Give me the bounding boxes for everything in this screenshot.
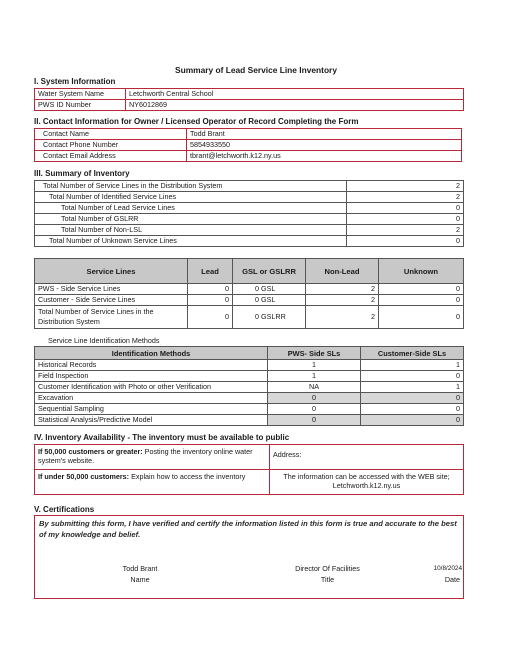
sl-unknown: 0 [379,284,464,295]
method-pws: NA [268,382,361,393]
col-header: Service Lines [35,259,188,284]
sl-lead: 0 [188,284,233,295]
table-row [35,181,464,192]
method-cust: 0 [361,415,464,426]
value-contact-email: tbrant@letchworth.k12.ny.us [187,151,462,162]
contact-table [34,128,462,162]
section-summary-heading: III. Summary of Inventory [34,169,130,178]
inv-value: 2 [347,181,464,192]
identification-caption: Service Line Identification Methods [48,336,160,345]
sl-lead: 0 [188,295,233,306]
inv-label: Total Number of Non-LSL [35,225,347,236]
inv-label: Total Number of GSLRR [35,214,347,225]
table-row [35,192,464,203]
page-title: Summary of Lead Service Line Inventory [175,65,337,75]
inv-label: Total Number of Unknown Service Lines [35,236,347,247]
name-label: Name [130,575,150,584]
inv-value: 2 [347,225,464,236]
signer-name: Todd Brant [122,564,158,573]
col-header: Non-Lead [306,259,379,284]
method-label: Customer Identification with Photo or other Verification [35,382,268,393]
table-row [35,371,464,382]
table-header-row [35,347,464,360]
sl-unknown: 0 [379,306,464,329]
date-label: Date [444,575,460,584]
system-info-table [34,88,464,111]
over-50000-text: Posting the inventory online water system's website. [38,447,253,465]
sl-gsl: 0 GSL [233,295,306,306]
label-pws-id: PWS ID Number [35,100,126,111]
method-label: Excavation [35,393,268,404]
address-label: Address: [270,445,464,470]
method-cust: 1 [361,360,464,371]
under-50000-label: If under 50,000 customers: [38,472,130,481]
value-water-system-name: Letchworth Central School [126,89,464,100]
sl-nonlead: 2 [306,295,379,306]
col-header: Identification Methods [35,347,268,360]
inv-value: 0 [347,203,464,214]
col-header: Lead [188,259,233,284]
method-pws: 1 [268,360,361,371]
sl-unknown: 0 [379,295,464,306]
service-lines-table [34,258,464,329]
certification-statement: By submitting this form, I have verified and certify the information listed in this form is true and accurate to the best of my knowledge and belief. [39,519,457,539]
sl-label: Total Number of Service Lines in the Distribution System [35,306,188,329]
sl-label: Customer - Side Service Lines [35,295,188,306]
table-row [35,360,464,371]
table-row [35,140,462,151]
section-certification-heading: V. Certifications [34,505,95,514]
inv-label: Total Number of Lead Service Lines [35,203,347,214]
table-row [35,470,464,495]
table-row [35,100,464,111]
method-pws: 0 [268,393,361,404]
table-row [35,393,464,404]
label-contact-email: Contact Email Address [35,151,187,162]
col-header: Unknown [379,259,464,284]
value-contact-phone: 5854933550 [187,140,462,151]
table-row [35,203,464,214]
method-label: Historical Records [35,360,268,371]
inv-label: Total Number of Identified Service Lines [35,192,347,203]
col-header: Customer-Side SLs [361,347,464,360]
value-pws-id: NY6012869 [126,100,464,111]
table-row [35,445,464,470]
table-row [35,382,464,393]
inventory-summary-table [34,180,464,247]
sl-lead: 0 [188,306,233,329]
inv-value: 0 [347,236,464,247]
method-label: Field Inspection [35,371,268,382]
method-pws: 0 [268,404,361,415]
table-row [35,295,464,306]
title-label: Title [320,575,335,584]
under-50000-cell [35,470,270,495]
inv-value: 0 [347,214,464,225]
table-row [35,129,462,140]
table-row [35,236,464,247]
method-pws: 1 [268,371,361,382]
table-row [35,306,464,329]
table-row [35,404,464,415]
label-contact-name: Contact Name [35,129,187,140]
section-contact-heading: II. Contact Information for Owner / Licensed Operator of Record Completing the Form [34,117,359,126]
col-header: GSL or GSLRR [233,259,306,284]
sl-nonlead: 2 [306,284,379,295]
identification-methods-table [34,346,464,426]
inv-value: 2 [347,192,464,203]
col-header: PWS- Side SLs [268,347,361,360]
table-row [35,151,462,162]
table-row [35,415,464,426]
over-50000-cell [35,445,270,470]
method-cust: 0 [361,371,464,382]
section-system-heading: I. System Information [34,77,116,86]
certification-box [34,515,464,599]
availability-table [34,444,464,495]
method-pws: 0 [268,415,361,426]
table-row [35,214,464,225]
under-50000-text: Explain how to access the inventory [129,472,246,481]
sl-nonlead: 2 [306,306,379,329]
table-row [35,284,464,295]
sl-label: PWS - Side Service Lines [35,284,188,295]
method-label: Sequential Sampling [35,404,268,415]
sign-date: 10/8/2024 [433,565,462,572]
over-50000-label: If 50,000 customers or greater: [38,447,143,456]
label-water-system-name: Water System Name [35,89,126,100]
label-contact-phone: Contact Phone Number [35,140,187,151]
table-header-row [35,259,464,284]
inv-label: Total Number of Service Lines in the Distribution System [35,181,347,192]
section-availability-heading: IV. Inventory Availability - The inventory must be available to public [34,433,290,442]
value-contact-name: Todd Brant [187,129,462,140]
method-label: Statistical Analysis/Predictive Model [35,415,268,426]
method-cust: 1 [361,382,464,393]
method-cust: 0 [361,393,464,404]
table-row [35,89,464,100]
access-text: The information can be accessed with the WEB site; Letchworth.k12.ny.us [270,470,464,495]
sl-gsl: 0 GSL [233,284,306,295]
sl-gsl: 0 GSLRR [233,306,306,329]
signer-title: Director Of Facilities [295,564,360,573]
table-row [35,225,464,236]
method-cust: 0 [361,404,464,415]
